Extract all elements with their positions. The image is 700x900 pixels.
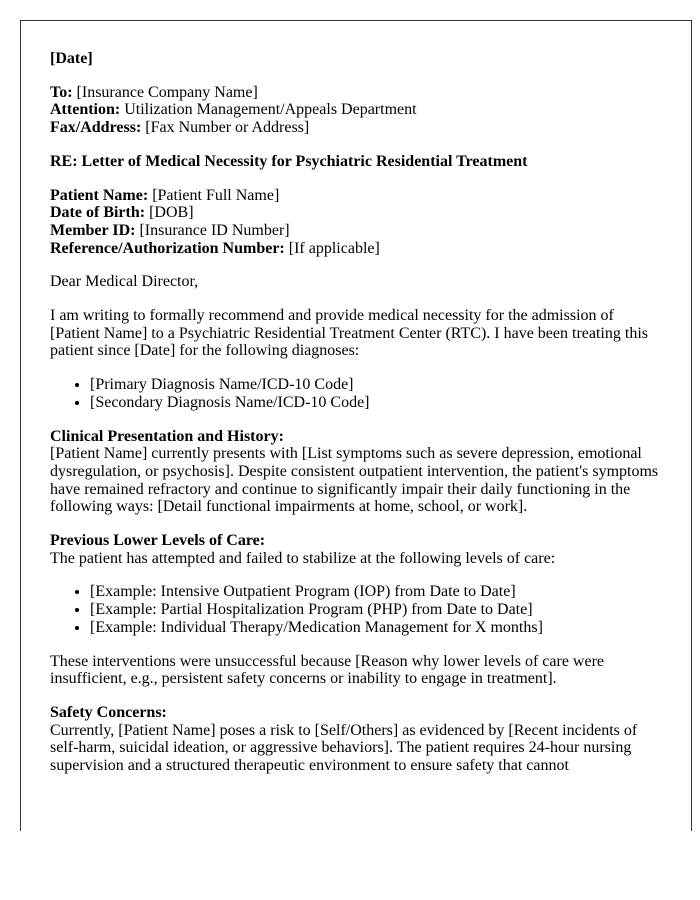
diagnosis-item: • [Secondary Diagnosis Name/ICD-10 Code]: [90, 394, 662, 412]
previous-care-section: [50, 532, 662, 567]
recipient-block: [50, 84, 662, 137]
dob-value: [DOB]: [149, 204, 194, 222]
to-value: [Insurance Company Name]: [76, 83, 258, 101]
clinical-presentation-heading: Clinical Presentation and History:: [50, 427, 284, 445]
intro-paragraph: I am writing to formally recommend and provide medical necessity for the admission of [Patient Name] to a Psychiatric Residential Treatment Center (RTC). I have been treating this patient since [Date] for the following diagnoses:: [50, 307, 648, 360]
patient-name-label: Patient Name:: [50, 186, 149, 204]
unsuccessful-interventions-paragraph: These interventions were unsuccessful because [Reason why lower levels of care were insufficient, e.g., persistent safety concerns or inability to engage in treatment].: [50, 652, 604, 688]
attention-label: Attention:: [50, 101, 121, 119]
to-line: [50, 84, 662, 102]
dob-line: [50, 204, 662, 222]
patient-name-value: [Patient Full Name]: [152, 186, 280, 204]
diagnosis-list: [50, 376, 662, 411]
attention-value: Utilization Management/Appeals Department: [124, 101, 417, 119]
fax-address-line: [50, 119, 662, 137]
subject-line: RE: Letter of Medical Necessity for Psychiatric Residential Treatment: [50, 152, 528, 170]
member-id-line: [50, 222, 662, 240]
previous-care-item: • [Example: Intensive Outpatient Program (IOP) from Date to Date]: [90, 583, 662, 601]
patient-info-block: [50, 187, 662, 258]
to-label: To:: [50, 83, 73, 101]
reference-number-label: Reference/Authorization Number:: [50, 239, 285, 257]
letter-page: [20, 20, 692, 831]
previous-care-list: [50, 583, 662, 636]
attention-line: [50, 101, 662, 119]
salutation: Dear Medical Director,: [50, 273, 199, 291]
reference-number-line: [50, 240, 662, 258]
previous-care-body: The patient has attempted and failed to stabilize at the following levels of care:: [50, 549, 556, 567]
previous-care-heading: Previous Lower Levels of Care:: [50, 532, 266, 550]
safety-concerns-body: Currently, [Patient Name] poses a risk to [Self/Others] as evidenced by [Recent incidents of self-harm, suicidal ideation, or aggressive behaviors]. The patient requires 24-hour nursing supervision and a structured therapeutic environment to ensure safety that cannot: [50, 721, 638, 775]
safety-concerns-section: [50, 704, 662, 775]
clinical-presentation-body: [Patient Name] currently presents with [List symptoms such as severe depression, emotional dysregulation, or psychosis]. Despite consistent outpatient intervention, the patient's symptoms have remained refractory and continue to significantly impair their daily functioning in the following ways: [Detail functional impairments at home, school, or work].: [50, 445, 659, 516]
letter-date: [Date]: [50, 50, 93, 67]
previous-care-item: • [Example: Partial Hospitalization Program (PHP) from Date to Date]: [90, 601, 662, 619]
safety-concerns-heading: Safety Concerns:: [50, 703, 167, 721]
clinical-presentation-section: [50, 428, 662, 517]
member-id-value: [Insurance ID Number]: [139, 221, 290, 239]
previous-care-item: • [Example: Individual Therapy/Medication Management for X months]: [90, 619, 662, 637]
diagnosis-item: • [Primary Diagnosis Name/ICD-10 Code]: [90, 376, 662, 394]
fax-address-value: [Fax Number or Address]: [145, 119, 310, 137]
fax-address-label: Fax/Address:: [50, 119, 142, 137]
dob-label: Date of Birth:: [50, 204, 146, 222]
member-id-label: Member ID:: [50, 221, 136, 239]
reference-number-value: [If applicable]: [288, 239, 380, 257]
patient-name-line: [50, 187, 662, 205]
